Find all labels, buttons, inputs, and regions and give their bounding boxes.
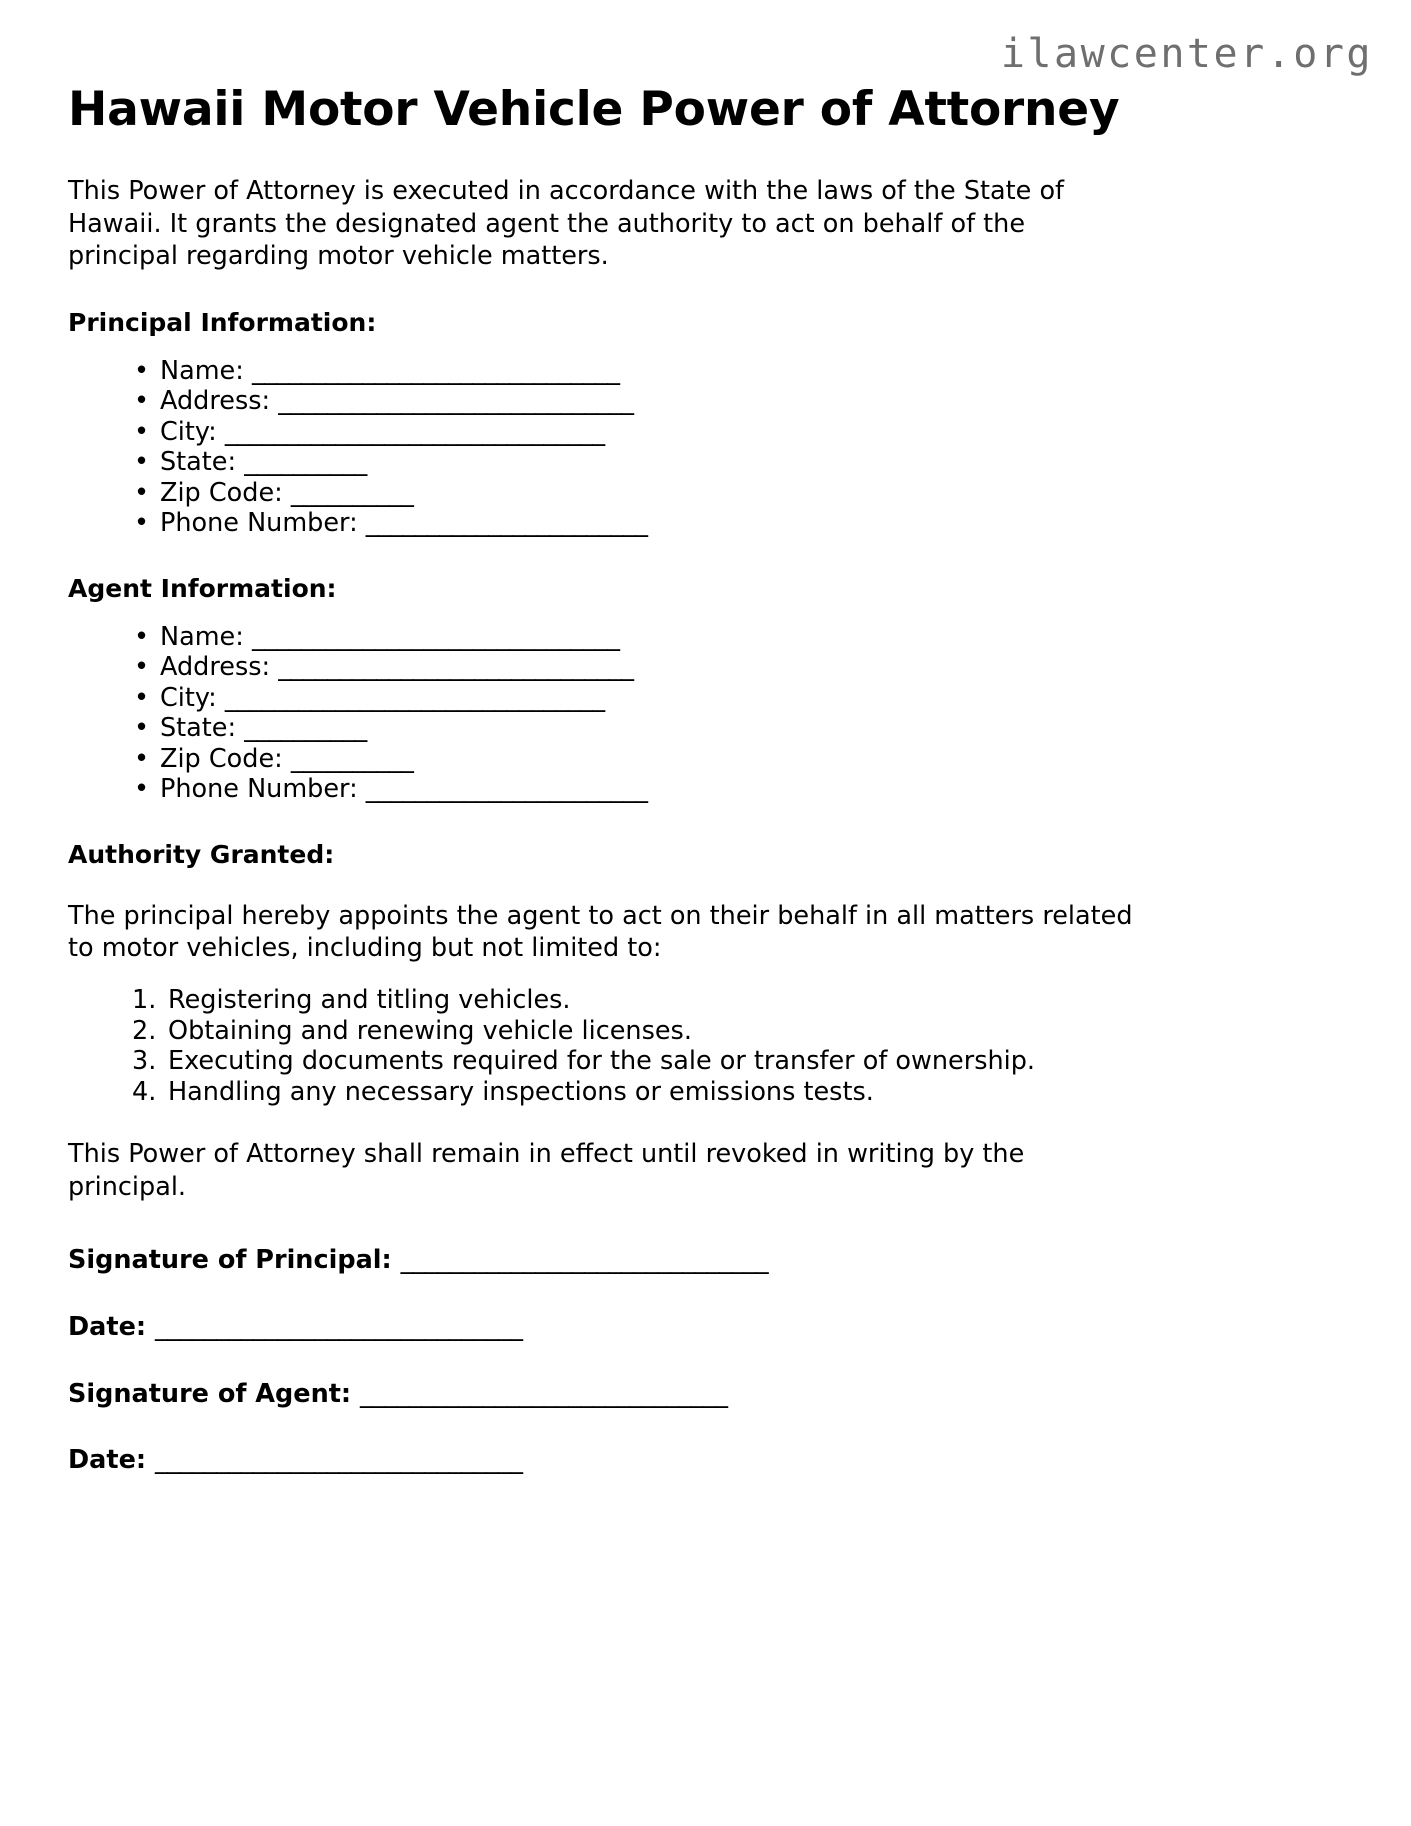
field-blank[interactable]: __________ bbox=[244, 713, 367, 744]
principal-information-heading: Principal Information: bbox=[68, 307, 377, 337]
field-blank[interactable]: _____________________________ bbox=[278, 386, 634, 417]
field-row-principal-state bbox=[160, 447, 1343, 477]
signature-of-principal-row bbox=[68, 1203, 1343, 1276]
field-blank[interactable]: _______________________ bbox=[365, 774, 648, 805]
field-label: Zip Code: bbox=[160, 743, 291, 774]
agent-field-list bbox=[68, 604, 1343, 805]
field-blank[interactable]: _______________________________ bbox=[224, 416, 605, 447]
field-label: City: bbox=[160, 416, 225, 447]
principal-date-row bbox=[68, 1276, 1343, 1343]
list-item: Executing documents required for the sale or transfer of ownership. bbox=[168, 1046, 1036, 1077]
field-label: Address: bbox=[160, 386, 279, 417]
signature-blank[interactable]: ______________________________ bbox=[400, 1245, 769, 1276]
field-blank[interactable]: ______________________________ bbox=[251, 621, 620, 652]
field-blank[interactable]: _______________________ bbox=[365, 508, 648, 539]
field-row-principal-name bbox=[160, 356, 1343, 386]
field-blank[interactable]: __________ bbox=[290, 743, 414, 774]
signature-label: Signature of Agent: bbox=[68, 1378, 361, 1409]
revocation-paragraph: This Power of Attorney shall remain in effect until revoked in writing by the principal. bbox=[68, 1139, 1025, 1202]
signature-label: Signature of Principal: bbox=[68, 1245, 401, 1276]
field-row-principal-zip bbox=[160, 478, 1343, 508]
agent-information-heading: Agent Information: bbox=[68, 573, 337, 603]
field-row-principal-address bbox=[160, 386, 1343, 416]
authority-granted-heading: Authority Granted: bbox=[68, 839, 335, 869]
list-item: Obtaining and renewing vehicle licenses. bbox=[168, 1015, 692, 1046]
field-row-principal-phone bbox=[160, 508, 1343, 538]
field-label: Address: bbox=[160, 652, 279, 683]
authority-list bbox=[68, 965, 1343, 1108]
date-label: Date: bbox=[68, 1312, 155, 1343]
field-row-agent-city bbox=[160, 683, 1343, 713]
field-blank[interactable]: ______________________________ bbox=[251, 355, 620, 386]
list-item: Registering and titling vehicles. bbox=[168, 984, 571, 1015]
field-row-agent-name bbox=[160, 622, 1343, 652]
field-label: Phone Number: bbox=[160, 774, 366, 805]
field-label: Phone Number: bbox=[160, 508, 366, 539]
field-row-principal-city bbox=[160, 417, 1343, 447]
field-blank[interactable]: __________ bbox=[244, 447, 367, 478]
field-blank[interactable]: _____________________________ bbox=[278, 652, 634, 683]
signature-of-agent-row bbox=[68, 1343, 1343, 1410]
signature-blank[interactable]: ______________________________ bbox=[360, 1378, 728, 1409]
field-row-agent-zip bbox=[160, 744, 1343, 774]
field-label: State: bbox=[160, 447, 245, 478]
field-label: Zip Code: bbox=[160, 477, 291, 508]
page-title: Hawaii Motor Vehicle Power of Attorney bbox=[68, 82, 1120, 137]
field-label: State: bbox=[160, 713, 245, 744]
date-blank[interactable]: ______________________________ bbox=[154, 1445, 523, 1476]
field-label: Name: bbox=[160, 355, 252, 386]
field-label: City: bbox=[160, 682, 225, 713]
list-item: Handling any necessary inspections or emissions tests. bbox=[168, 1077, 874, 1108]
field-row-agent-address bbox=[160, 652, 1343, 682]
intro-paragraph: This Power of Attorney is executed in accordance with the laws of the State of Hawaii. It grants the designated agent the authority to act on behalf of the principal regarding motor vehicle matters. bbox=[68, 176, 1065, 272]
field-blank[interactable]: _______________________________ bbox=[224, 682, 605, 713]
date-label: Date: bbox=[68, 1445, 155, 1476]
field-row-agent-phone bbox=[160, 774, 1343, 804]
site-watermark: ilawcenter.org bbox=[1000, 31, 1373, 77]
agent-date-row bbox=[68, 1409, 1343, 1476]
field-blank[interactable]: __________ bbox=[290, 477, 414, 508]
date-blank[interactable]: ______________________________ bbox=[154, 1312, 523, 1343]
principal-field-list bbox=[68, 338, 1343, 539]
field-label: Name: bbox=[160, 621, 252, 652]
field-row-agent-state bbox=[160, 713, 1343, 743]
authority-paragraph: The principal hereby appoints the agent to act on their behalf in all matters related to motor vehicles, including but not limited to: bbox=[68, 900, 1133, 964]
